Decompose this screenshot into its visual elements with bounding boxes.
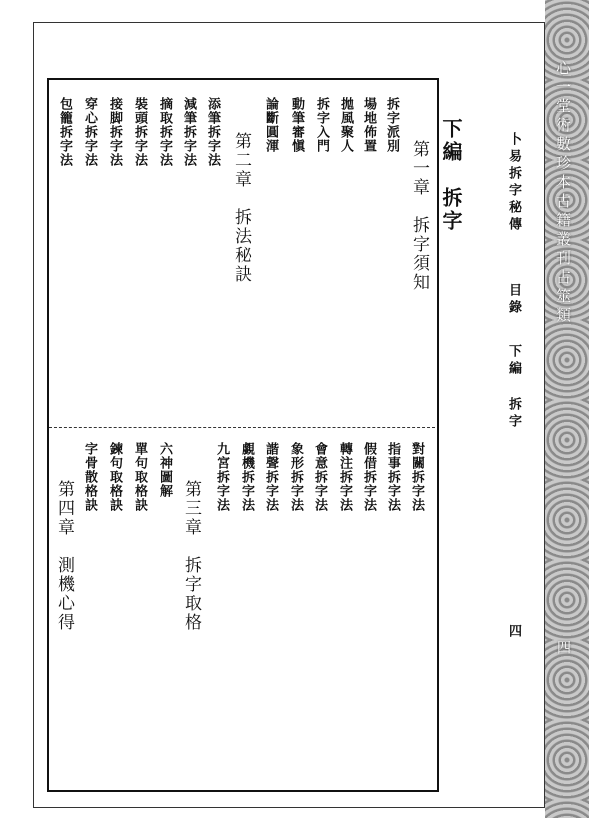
chapter-3-item: 六神圖解	[157, 442, 172, 498]
header-section: 目錄	[506, 283, 521, 317]
chapter-2-item: 裝頭拆字法	[132, 97, 147, 167]
continued-item: 象形拆字法	[288, 442, 303, 512]
continued-item: 九宮拆字法	[214, 442, 229, 512]
chapter-1-item: 拆字派別	[384, 97, 399, 153]
header-page-number: 四	[506, 624, 521, 641]
continued-item: 會意拆字法	[312, 442, 327, 512]
chapter-2-item: 減筆拆字法	[181, 97, 196, 167]
volume-title: 下編 拆字	[439, 118, 463, 233]
chapter-3-item: 鍊句取格訣	[107, 442, 122, 512]
chapter-3-item: 字骨散格訣	[82, 442, 97, 512]
chapter-4-title: 第四章 測機心得	[54, 480, 74, 632]
continued-item: 指事拆字法	[385, 442, 400, 512]
continued-item: 覷機拆字法	[239, 442, 254, 512]
chapter-2-item: 接脚拆字法	[107, 97, 122, 167]
header-title: 卜易拆字秘傳	[506, 132, 521, 234]
chapter-2-item: 包籠拆字法	[57, 97, 72, 167]
chapter-3-title: 第三章 拆字取格	[181, 480, 201, 632]
chapter-2-item: 穿心拆字法	[82, 97, 97, 167]
continued-item: 轉注拆字法	[337, 442, 352, 512]
chapter-1-item: 場地佈置	[361, 97, 376, 153]
chapter-1-item: 動筆審愼	[289, 97, 304, 153]
chapter-3-item: 單句取格訣	[132, 442, 147, 512]
chapter-2-item: 添筆拆字法	[205, 97, 220, 167]
chapter-2-title: 第二章 拆法秘訣	[231, 132, 251, 284]
side-page-number: 四	[555, 640, 571, 654]
chapter-1-title: 第一章 拆字須知	[409, 140, 429, 292]
header-volume: 下編	[506, 344, 521, 378]
chapter-1-item: 拋風聚人	[338, 97, 353, 153]
continued-item: 諧聲拆字法	[263, 442, 278, 512]
chapter-1-item: 論斷圓渾	[263, 97, 278, 153]
section-divider	[49, 427, 435, 428]
header-topic: 拆字	[506, 397, 521, 431]
chapter-1-item: 拆字入門	[314, 97, 329, 153]
continued-item: 對關拆字法	[409, 442, 424, 512]
series-title: 心一堂術數珍本古籍叢刊占筮類	[554, 60, 572, 326]
chapter-2-item: 摘取拆字法	[157, 97, 172, 167]
continued-item: 假借拆字法	[361, 442, 376, 512]
